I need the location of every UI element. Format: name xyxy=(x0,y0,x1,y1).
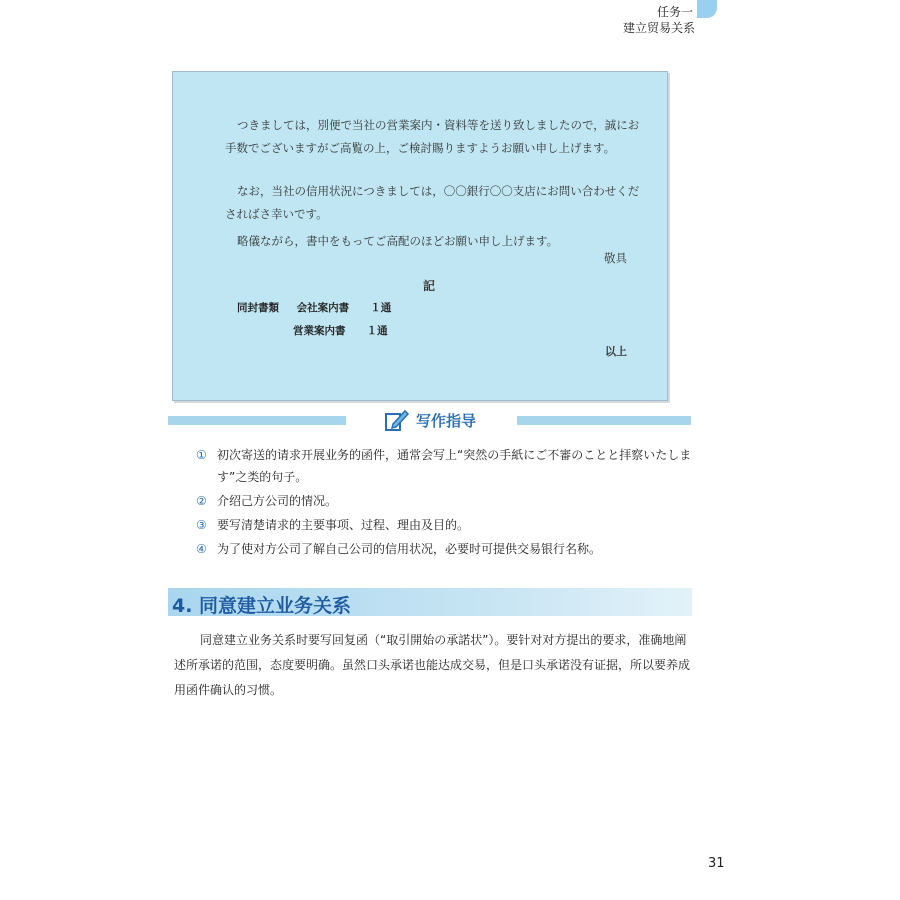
enclosure-line-2 xyxy=(293,323,388,338)
list-item xyxy=(196,514,701,536)
list-item-text: 介绍己方公司的情况。 xyxy=(217,494,338,508)
list-item xyxy=(196,490,701,512)
running-header xyxy=(623,4,695,36)
list-item-number: ② xyxy=(196,494,207,508)
chapter-title: 建立贸易关系 xyxy=(622,21,695,35)
letter-sample-box xyxy=(172,71,668,401)
guide-list xyxy=(196,444,701,562)
list-item-text: 初次寄送的请求开展业务的函件，通常会写上“突然の手紙にご不審のことと拝察いたします”之类的句子。 xyxy=(217,448,692,484)
guide-bar-left xyxy=(168,416,346,425)
page-number: 31 xyxy=(708,856,725,871)
enclosure-label: 同封書類 xyxy=(237,302,279,314)
list-item xyxy=(196,444,701,488)
list-item-text: 要写清楚请求的主要事项、过程、理由及目的。 xyxy=(217,518,470,532)
header-tab-decoration xyxy=(697,0,717,18)
letter-ki-heading: 記 xyxy=(423,279,436,293)
enclosure-line-1 xyxy=(237,300,391,315)
section-body xyxy=(174,628,692,703)
section-title: 4. 同意建立业务关系 xyxy=(172,595,352,617)
guide-bar-right xyxy=(517,416,691,425)
list-item-number: ④ xyxy=(196,542,207,556)
task-label: 任务一 xyxy=(656,5,693,19)
letter-closing: 敬具 xyxy=(604,251,627,265)
section-body-text: 同意建立业务关系时要写回复函（“取引開始の承諾状”）。要针对对方提出的要求，准确地阐述所承诺的范围，态度要明确。虽然口头承诺也能达成交易，但是口头承诺没有证据，所以要养成用函件确认的习惯。 xyxy=(174,633,691,697)
enclosure-item-2: 営業案内書 xyxy=(293,325,346,337)
list-item-number: ① xyxy=(196,448,207,462)
letter-paragraph-1: つきましては，別便で当社の営業案内・資料等を送り致しましたので，誠にお手数でございますがご高覧の上，ご検討賜りますようお願い申し上げます。 xyxy=(225,118,640,155)
pencil-note-icon xyxy=(384,408,410,432)
enclosure-item-1: 会社案内書 xyxy=(296,302,350,314)
letter-paragraph-3: 略儀ながら，書中をもってご高配のほどお願い申し上げます。 xyxy=(237,234,559,248)
list-item-text: 为了使对方公司了解自己公司的信用状况，必要时可提供交易银行名称。 xyxy=(217,542,602,556)
guide-heading xyxy=(384,408,514,432)
enclosure-item-1-qty: １通 xyxy=(370,302,392,314)
enclosure-item-2-qty: １通 xyxy=(366,325,388,337)
list-item-number: ③ xyxy=(196,518,207,532)
letter-ijou: 以上 xyxy=(605,345,627,358)
guide-title: 写作指导 xyxy=(416,411,477,430)
letter-paragraph-2: なお，当社の信用状況につきましては，〇〇銀行〇〇支店にお問い合わせくださればさ幸いです。 xyxy=(225,184,640,221)
list-item xyxy=(196,538,701,560)
